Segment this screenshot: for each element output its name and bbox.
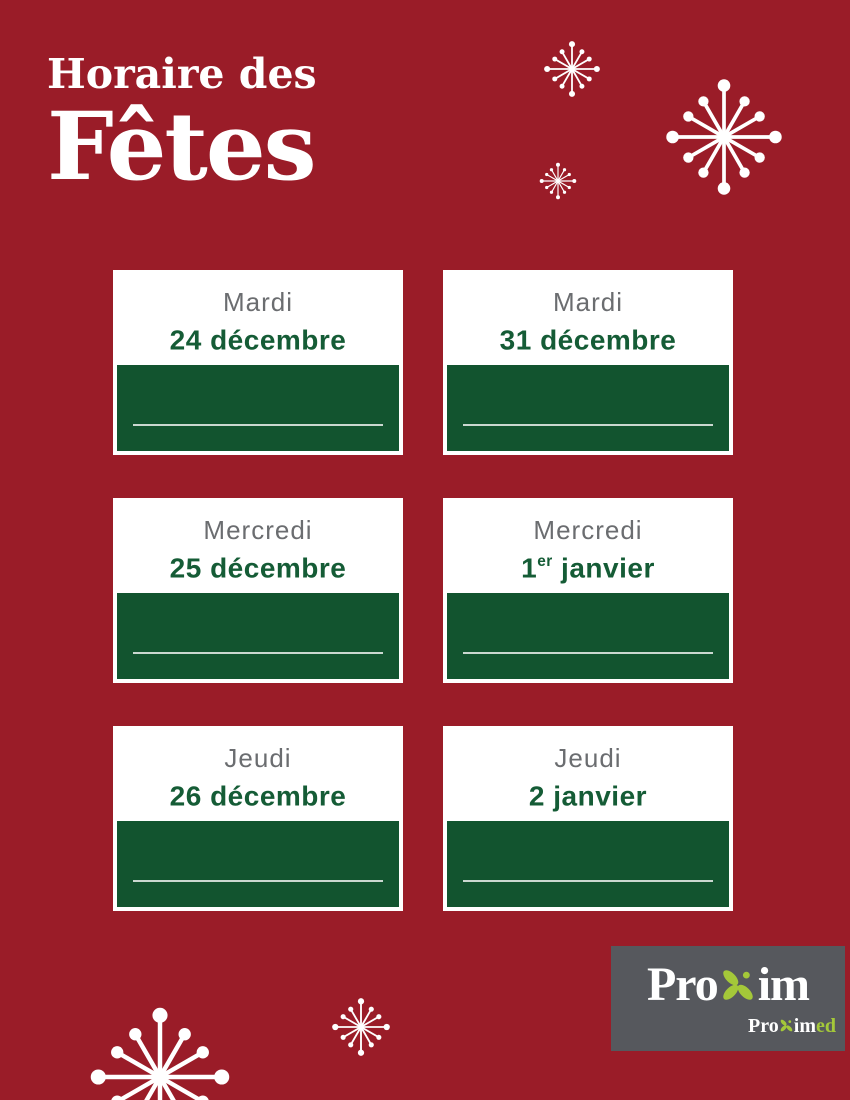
poster-title [47,50,317,203]
hours-blank-line [463,652,713,654]
card-day-label: Mardi [552,287,623,317]
brand-text-pro: Pro [646,958,718,1011]
subbrand-text-ed: ed [816,1015,836,1037]
card-day-label: Mardi [222,287,293,317]
card-date-superscript: er [537,553,553,571]
card-date-text: 31 décembre [499,324,677,356]
title-line-2: Fêtes [47,92,315,203]
card-date-text: 25 décembre [169,552,347,584]
card-date-text: 24 décembre [169,324,347,356]
hours-blank-line [133,424,383,426]
proxim-x-leaf-icon [779,1018,794,1033]
hours-panel [447,593,729,679]
subbrand-text-im: im [793,1015,816,1037]
card-date-text: 2 janvier [528,780,648,812]
card-day-label: Jeudi [554,743,622,773]
proxim-x-leaf-icon [719,966,757,1004]
card-date-label [113,774,403,812]
schedule-card-mardi-24-dec [113,270,403,455]
hours-panel [117,365,399,451]
brand-text-im: im [757,958,810,1011]
card-date-text: 26 décembre [169,780,347,812]
schedule-card-mercredi-1-jan [443,498,733,683]
proxim-logo-box [611,946,845,1051]
hours-blank-line [133,652,383,654]
card-date-label [113,318,403,356]
proximed-wordmark [748,1014,836,1038]
hours-panel [447,365,729,451]
snowflake-icon [543,40,601,98]
hours-panel [117,593,399,679]
card-date-rest: janvier [552,552,655,584]
card-date-label [113,546,403,584]
card-day-label: Mercredi [203,515,313,545]
hours-blank-line [133,880,383,882]
snowflake-icon [539,162,577,200]
card-date-label [443,318,733,356]
card-day-label: Mercredi [533,515,643,545]
schedule-card-mercredi-25-dec [113,498,403,683]
card-date-text: 1 [521,552,538,584]
schedule-cards-grid [113,270,733,911]
hours-blank-line [463,880,713,882]
card-date-label [443,546,733,584]
subbrand-text-pro: Pro [748,1015,779,1037]
hours-panel [447,821,729,907]
snowflake-icon [664,77,784,197]
proxim-wordmark [611,959,845,1011]
snowflake-icon [331,997,391,1057]
hours-panel [117,821,399,907]
card-date-label [443,774,733,812]
snowflake-icon [88,1005,232,1100]
schedule-card-jeudi-2-jan [443,726,733,911]
schedule-card-mardi-31-dec [443,270,733,455]
hours-blank-line [463,424,713,426]
title-line-1: Horaire des [47,50,317,98]
schedule-card-jeudi-26-dec [113,726,403,911]
card-day-label: Jeudi [224,743,292,773]
